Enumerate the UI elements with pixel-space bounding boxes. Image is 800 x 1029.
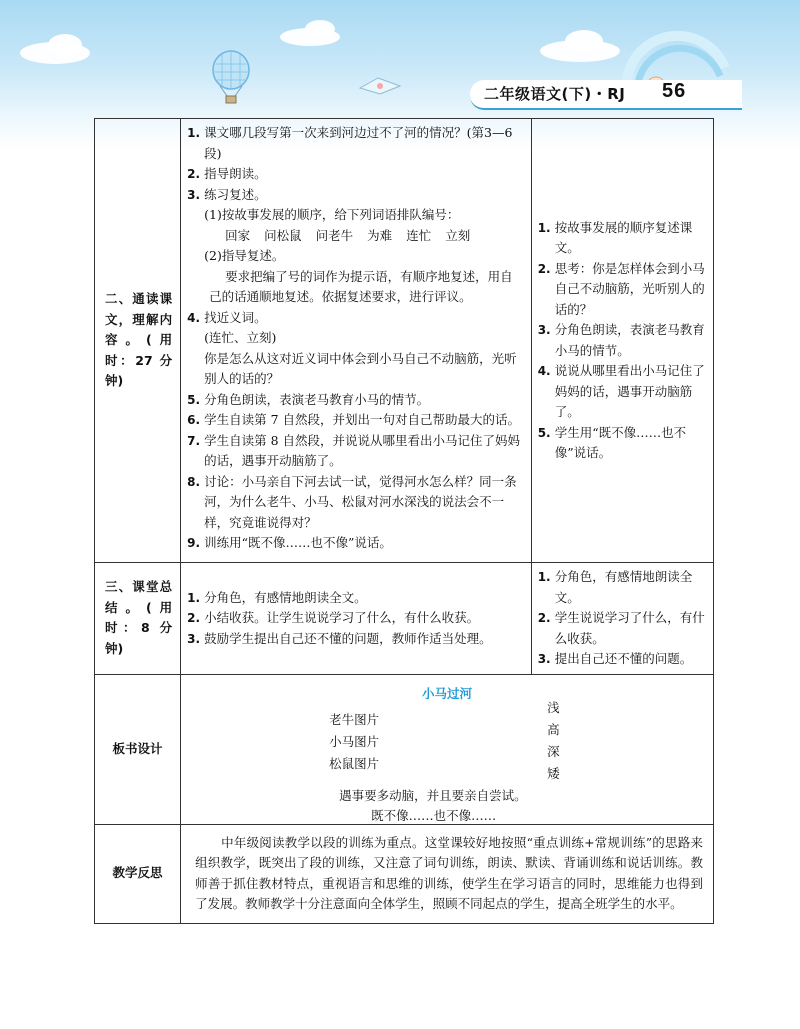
list-item: 5. 学生用“既不像……也不像”说话。 xyxy=(537,424,687,460)
page-number: 56 xyxy=(662,80,687,102)
list-item: 4. 找近义词。 xyxy=(187,309,267,325)
word: 为难 xyxy=(367,227,393,243)
kite-icon xyxy=(358,74,402,98)
list-item: 2. 小结收获。让学生说说学习了什么，有什么收获。 xyxy=(187,610,480,625)
board-design xyxy=(181,674,714,824)
board-design-label: 板书设计 xyxy=(95,674,181,824)
word-list xyxy=(187,226,525,247)
reflection-label: 教学反思 xyxy=(95,824,181,923)
word: 立刻 xyxy=(445,227,471,243)
list-item: 4. 说说从哪里看出小马记住了妈妈的话，遇事开动脑筋了。 xyxy=(537,363,705,419)
list-item: 1. 分角色，有感情地朗读全文。 xyxy=(537,569,693,605)
list-item: 1. 分角色，有感情地朗读全文。 xyxy=(187,589,367,605)
list-item: 3. 练习复述。 xyxy=(187,186,267,202)
cloud-decoration xyxy=(305,20,335,38)
lesson-plan-table xyxy=(94,118,714,924)
book-title: 二年级语文(下)・RJ xyxy=(484,85,626,103)
word: 问松鼠 xyxy=(264,227,302,243)
word: 连忙 xyxy=(406,227,432,243)
list-item: 3. 鼓励学生提出自己还不懂的问题，教师作适当处理。 xyxy=(187,630,492,646)
word: 问老牛 xyxy=(315,227,354,243)
list-item: 1. 课文哪几段写第一次来到河边过不了河的情况？(第3—6 段) xyxy=(187,125,513,161)
list-subitem: (1)按故事发展的顺序，给下列词语排队编号： xyxy=(204,207,460,222)
list-item: 3. 提出自己还不懂的问题。 xyxy=(537,651,693,666)
board-picture-label: 小马图片 xyxy=(329,734,380,749)
teacher-activities xyxy=(181,119,532,563)
reflection-text: 中年级阅读教学以段的训练为重点。这堂课较好地按照“重点训练+常规训练”的思路来组织教学，既突出了段的训练，又注意了词句训练，朗读、默读、背诵训练和说话训练。教师善于抓住教材特点，重视语言和思维的训练，使学生在学习语言的同时，思维能力也得到了发展。教师教学十分注意面向全体学生，照顾不同起点的学生，提高全班学生的水平。 xyxy=(181,824,714,923)
table-row xyxy=(95,824,714,923)
list-item: 2. 学生说说学习了什么，有什么收获。 xyxy=(537,610,705,646)
board-depth-word: 矮 xyxy=(547,766,560,781)
section-label: 二、通读课文，理解内容。(用时：27 分钟) xyxy=(95,119,181,563)
teacher-activities xyxy=(181,563,532,675)
table-row xyxy=(95,674,714,824)
board-picture-label: 老牛图片 xyxy=(329,712,380,727)
cloud-decoration xyxy=(565,30,603,52)
list-subitem: 要求把编了号的词作为提示语，有顺序地复述，用自己的话通顺地复述。依据复述要求，进行评议。 xyxy=(209,268,513,304)
list-subitem: 你是怎么从这对近义词中体会到小马自己不动脑筋，光听别人的话的？ xyxy=(204,350,517,386)
board-summary: 遇事要多动脑，并且要亲自尝试。 xyxy=(339,788,527,803)
board-depth-word: 深 xyxy=(547,744,560,759)
board-picture-label: 松鼠图片 xyxy=(329,756,380,771)
list-item: 8. 讨论：小马亲自下河去试一试，觉得河水怎么样？同一条河，为什么老牛、小马、松鼠对河水深浅的说法会不一样，究竟谁说得对？ xyxy=(187,473,517,530)
list-item: 9. 训练用“既不像……也不像”说话。 xyxy=(187,535,392,550)
table-row xyxy=(95,119,714,563)
section-label: 三、课堂总结。(用时：8 分钟) xyxy=(95,563,181,675)
list-item: 2. 指导朗读。 xyxy=(187,166,267,181)
student-activities xyxy=(531,563,713,675)
cloud-decoration xyxy=(48,34,82,56)
table-row xyxy=(95,563,714,675)
student-activities xyxy=(531,119,713,563)
board-summary: 既不像……也不像…… xyxy=(371,808,497,823)
list-item: 6. 学生自读第 7 自然段，并划出一句对自己帮助最大的话。 xyxy=(187,412,521,427)
board-depth-word: 浅 xyxy=(547,700,560,715)
list-item: 3. 分角色朗读，表演老马教育小马的情节。 xyxy=(537,322,705,358)
board-title: 小马过河 xyxy=(422,686,473,701)
word: 回家 xyxy=(225,227,251,243)
hot-air-balloon-icon xyxy=(208,50,254,106)
list-item: 1. 按故事发展的顺序复述课文。 xyxy=(537,219,693,255)
board-depth-word: 高 xyxy=(547,722,560,737)
list-subitem: (2)指导复述。 xyxy=(204,248,285,263)
list-item: 5. 分角色朗读，表演老马教育小马的情节。 xyxy=(187,391,430,407)
list-subitem: (连忙、立刻) xyxy=(204,330,277,345)
list-item: 2. 思考：你是怎样体会到小马自己不动脑筋，光听别人的话的？ xyxy=(537,260,705,317)
list-item: 7. 学生自读第 8 自然段，并说说从哪里看出小马记住了妈妈的话，遇事开动脑筋了。 xyxy=(187,432,521,468)
